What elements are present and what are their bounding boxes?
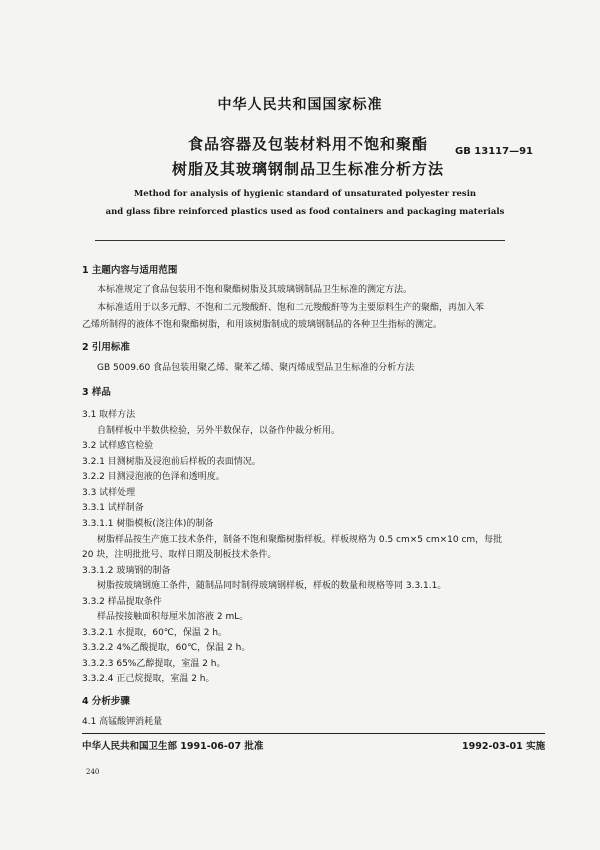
clause-3-3-2-3: 3.3.2.3 65%乙醇提取，室温 2 h。 [82,659,226,669]
clause-3-3-2-2: 3.3.2.2 4%乙酸提取，60℃，保温 2 h。 [82,643,251,653]
clause-3-3-1: 3.3.1 试样制备 [82,503,144,513]
clause-3-3-2-4: 3.3.2.4 正己烷提取，室温 2 h。 [82,674,215,684]
clause-3-2-2: 3.2.2 目测浸泡液的色泽和透明度。 [82,472,225,482]
clause-3-3-2: 3.3.2 样品提取条件 [82,597,162,607]
standard-number: GB 13117—91 [455,146,534,157]
title-divider [95,240,505,241]
clause-3-2: 3.2 试样感官检验 [82,441,154,451]
clause-3-2-1: 3.2.1 目测树脂及浸泡前后样板的表面情况。 [82,457,261,467]
clause-3-3-1-2: 3.3.1.2 玻璃钢的制备 [82,566,171,576]
title-line-2: 树脂及其玻璃钢制品卫生标准分析方法 [171,160,444,178]
footer-divider [82,733,545,734]
page-number: 240 [86,768,100,776]
clause-4-1: 4.1 高锰酸钾消耗量 [82,717,163,727]
effective-date: 1992-03-01 实施 [462,741,546,752]
clause-3-3: 3.3 试样处理 [82,488,136,498]
clause-3-3-1-1-text-b: 20 块，注明批批号、取样日期及制板技术条件。 [82,550,277,560]
national-standard-heading: 中华人民共和国国家标准 [217,97,383,113]
title-line-1: 食品容器及包装材料用不饱和聚酯 [187,135,428,153]
clause-3-3-1-1-text-a: 树脂样品按生产施工技术条件，制备不饱和聚酯树脂样板。样板规格为 0.5 cm×5 cm×10 cm，每批 [97,535,503,545]
clause-3-1-text: 自制样板中半数供检验，另外半数保存，以备作仲裁分析用。 [97,426,341,436]
section-3-heading: 3 样品 [82,387,111,398]
clause-3-3-1-1: 3.3.1.1 树脂模板(浇注体)的制备 [82,519,214,529]
english-title-line-2: and glass fibre reinforced plastics used as food containers and packaging materials [105,207,505,217]
section-1-para-1: 本标准规定了食品包装用不饱和聚酯树脂及其玻璃钢制品卫生标准的测定方法。 [97,285,413,295]
section-1-para-2b: 乙烯所制得的液体不饱和聚酯树脂，和用该树脂制成的玻璃钢制品的各种卫生指标的测定。 [82,320,443,330]
clause-3-1: 3.1 取样方法 [82,410,136,420]
clause-3-3-2-text: 样品按接触面积每厘米加溶液 2 mL。 [97,612,249,622]
section-1-para-2a: 本标准适用于以多元醇、不饱和二元羧酸酐、饱和二元羧酸酐等为主要原料生产的聚酯，再加入苯 [97,303,485,313]
clause-3-3-2-1: 3.3.2.1 水提取，60℃，保温 2 h。 [82,628,228,638]
reference-standard: GB 5009.60 食品包装用聚乙烯、聚苯乙烯、聚丙烯成型品卫生标准的分析方法 [97,363,415,373]
section-1-heading: 1 主题内容与适用范围 [82,265,178,276]
approval-line: 中华人民共和国卫生部 1991-06-07 批准 [82,741,264,752]
section-4-heading: 4 分析步骤 [82,696,130,707]
section-2-heading: 2 引用标准 [82,342,130,353]
english-title-line-1: Method for analysis of hygienic standard of unsaturated polyester resin [133,189,477,199]
clause-3-3-1-2-text: 树脂按玻璃钢施工条件，随制品同时制得玻璃钢样板，样板的数量和规格等同 3.3.1.1。 [97,581,447,591]
